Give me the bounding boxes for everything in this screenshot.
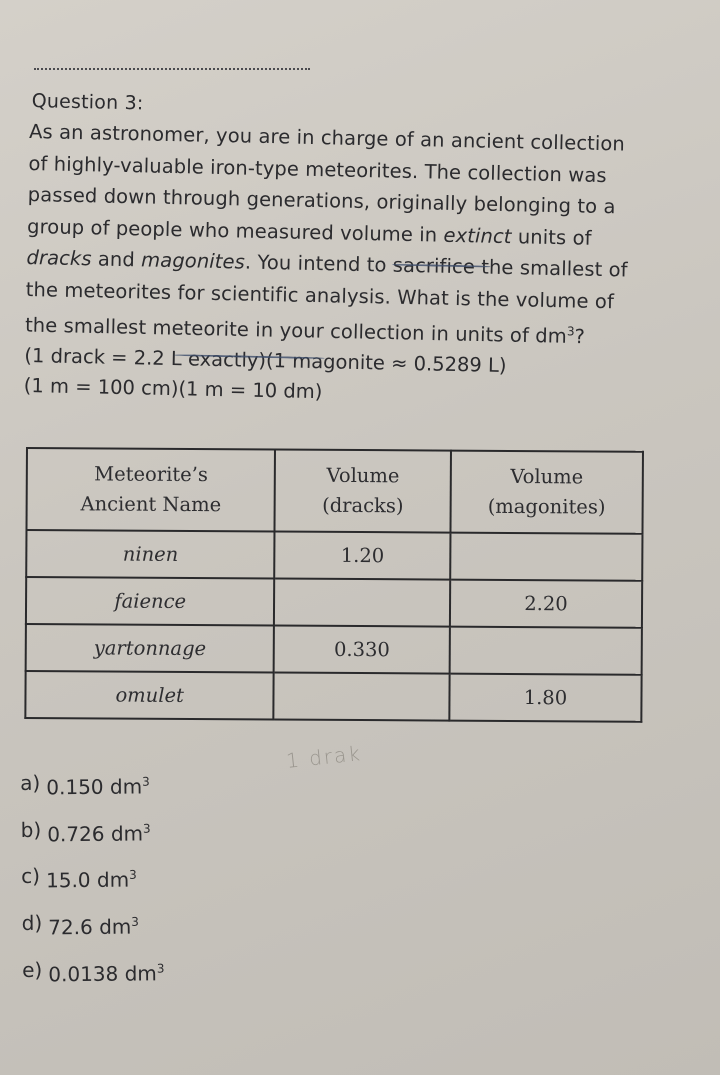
answer-value-text: 72.6 dm bbox=[48, 914, 132, 940]
row-yartonnage-magonites bbox=[450, 627, 642, 675]
header-ancient-name-line-1: Meteorite’s bbox=[94, 462, 208, 487]
row-omulet-dracks bbox=[274, 673, 450, 721]
table-row bbox=[26, 624, 642, 675]
answer-value bbox=[48, 947, 165, 995]
row-yartonnage-name: yartonnage bbox=[26, 624, 275, 673]
question-line-2: of highly-valuable iron-type meteorites. The collection was bbox=[28, 151, 607, 187]
answer-letter: c) bbox=[21, 864, 41, 889]
answer-choice-a[interactable] bbox=[20, 761, 163, 809]
answer-letter: b) bbox=[20, 817, 42, 842]
pencil-note: 1 drak bbox=[284, 741, 363, 773]
answer-value-text: 15.0 dm bbox=[45, 867, 130, 893]
question-line-6: the meteorites for scientific analysis. What is the volume of bbox=[25, 277, 615, 313]
answer-value-text: 0.150 dm bbox=[46, 774, 143, 800]
answer-choice-d[interactable] bbox=[21, 900, 164, 948]
question-line-5-and: and bbox=[91, 247, 142, 272]
row-yartonnage-dracks: 0.330 bbox=[274, 626, 450, 674]
answer-value bbox=[46, 854, 137, 902]
answer-exponent: 3 bbox=[142, 821, 151, 836]
question-line-5-end: . You intend to sacrifice the smallest of bbox=[244, 250, 628, 282]
question-line-4-end: units of bbox=[511, 224, 592, 250]
answer-value bbox=[48, 901, 139, 949]
row-faience-magonites: 2.20 bbox=[450, 580, 642, 628]
table-row bbox=[26, 530, 642, 581]
row-faience-name: faience bbox=[26, 577, 275, 626]
answer-letter: a) bbox=[20, 770, 41, 795]
question-line-4-italic: extinct bbox=[443, 223, 512, 248]
row-ninen-name: ninen bbox=[26, 530, 275, 579]
header-volume-magonites-line-2: (magonites) bbox=[487, 494, 606, 519]
row-ninen-magonites bbox=[450, 533, 642, 581]
header-volume-magonites bbox=[450, 451, 643, 534]
question-line-1: As an astronomer, you are in charge of an ancient collection bbox=[28, 119, 626, 156]
answer-choice-b[interactable] bbox=[20, 807, 163, 855]
question-block bbox=[23, 90, 719, 415]
question-line-7-start: the smallest meteorite in your collection in units of dm bbox=[24, 313, 568, 348]
answer-choice-e[interactable] bbox=[22, 947, 165, 995]
meteorite-table-container bbox=[24, 447, 644, 723]
answer-letter: e) bbox=[22, 957, 43, 982]
question-unit-dracks: dracks bbox=[26, 245, 92, 271]
header-volume-dracks-line-1: Volume bbox=[326, 463, 400, 488]
table-row bbox=[26, 577, 642, 628]
question-line-4-start: group of people who measured volume in bbox=[26, 214, 444, 247]
answer-exponent: 3 bbox=[141, 774, 150, 789]
answer-value bbox=[47, 807, 151, 855]
table-row bbox=[25, 671, 641, 722]
header-volume-dracks bbox=[275, 450, 451, 533]
answer-exponent: 3 bbox=[129, 868, 137, 883]
question-line-3: passed down through generations, originally belonging to a bbox=[27, 182, 616, 219]
question-title: Question 3: bbox=[31, 90, 144, 115]
answer-exponent: 3 bbox=[131, 914, 139, 929]
meteorite-table bbox=[24, 447, 644, 723]
answer-value-text: 0.0138 dm bbox=[48, 960, 157, 986]
header-volume-dracks-line-2: (dracks) bbox=[322, 493, 404, 518]
answer-value-text: 0.726 dm bbox=[47, 821, 144, 847]
question-line-7-end: ? bbox=[574, 324, 586, 349]
answer-choices bbox=[20, 761, 165, 996]
question-line-7-sup: 3 bbox=[566, 324, 575, 339]
answer-exponent: 3 bbox=[156, 961, 165, 976]
table-header-row bbox=[26, 448, 642, 534]
dashed-divider bbox=[34, 68, 310, 70]
answer-value bbox=[46, 761, 150, 809]
row-omulet-name: omulet bbox=[25, 671, 274, 720]
answer-choice-c[interactable] bbox=[21, 854, 164, 902]
header-volume-magonites-line-1: Volume bbox=[510, 464, 584, 489]
row-ninen-dracks: 1.20 bbox=[275, 532, 451, 580]
conversion-line-2: (1 m = 100 cm)(1 m = 10 dm) bbox=[23, 373, 323, 404]
header-ancient-name-line-2: Ancient Name bbox=[80, 492, 222, 517]
answer-letter: d) bbox=[21, 910, 43, 935]
row-omulet-magonites: 1.80 bbox=[449, 674, 641, 722]
conversion-line-1: (1 drack = 2.2 L exactly)(1 magonite ≈ 0.5289 L) bbox=[24, 343, 507, 378]
question-unit-magonites: magonites bbox=[140, 248, 246, 274]
header-ancient-name bbox=[26, 448, 275, 532]
row-faience-dracks bbox=[274, 579, 450, 627]
